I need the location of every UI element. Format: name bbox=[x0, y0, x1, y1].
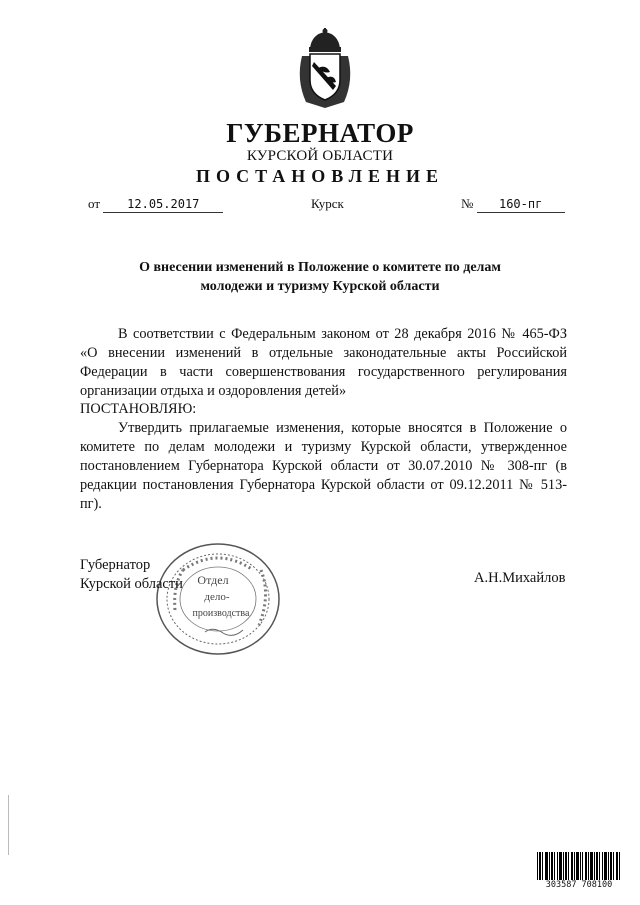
date-field bbox=[88, 196, 223, 213]
scan-edge-mark bbox=[8, 795, 9, 855]
date-prefix: от bbox=[88, 196, 101, 211]
subject-line-2: молодежи и туризму Курской области bbox=[200, 278, 440, 294]
issuer-subtitle: КУРСКОЙ ОБЛАСТИ bbox=[246, 148, 394, 164]
body-paragraph-2: Утвердить прилагаемые изменения, которые вносятся в Положение о комитете по делам молодежи и туризму Курской области, утвержденное постановлением Губернатора Курской области от 30.07.2010 № 308-пг (в редакции постановления Губернатора Курской области от 09.12.2011 № 513-пг). bbox=[80, 420, 567, 512]
document-number: 160-пг bbox=[477, 197, 565, 213]
document-date: 12.05.2017 bbox=[103, 197, 223, 213]
signatory-name: А.Н.Михайлов bbox=[474, 570, 566, 586]
body-paragraph-1: В соответствии с Федеральным законом от 28 декабря 2016 № 465-ФЗ «О внесении изменений в отдельные законодательные акты Российской Федерации в части совершенствования государственного регулирования организации отдыха и оздоровления детей» bbox=[80, 326, 567, 399]
decree-word: ПОСТАНОВЛЯЮ: bbox=[80, 401, 197, 418]
coat-of-arms-emblem bbox=[296, 28, 354, 110]
stamp-text-1: Отдел bbox=[197, 573, 229, 587]
signatory-position bbox=[80, 556, 183, 593]
document-barcode bbox=[536, 852, 622, 892]
document-body bbox=[80, 325, 567, 514]
number-field bbox=[461, 196, 565, 213]
number-prefix: № bbox=[461, 196, 474, 211]
position-line-2: Курской области bbox=[80, 575, 183, 592]
issuer-title: ГУБЕРНАТОР bbox=[226, 118, 414, 148]
position-line-1: Губернатор bbox=[80, 557, 151, 573]
document-type: ПОСТАНОВЛЕНИЕ bbox=[195, 166, 445, 186]
subject-line-1: О внесении изменений в Положение о комитете по делам bbox=[139, 260, 501, 275]
barcode-number: 303587 708100 bbox=[536, 880, 622, 890]
barcode-bars bbox=[536, 852, 622, 882]
document-place: Курск bbox=[311, 196, 344, 211]
stamp-text-2: дело- bbox=[204, 591, 230, 603]
document-subject bbox=[80, 259, 560, 297]
stamp-text-3: производства bbox=[192, 608, 250, 619]
